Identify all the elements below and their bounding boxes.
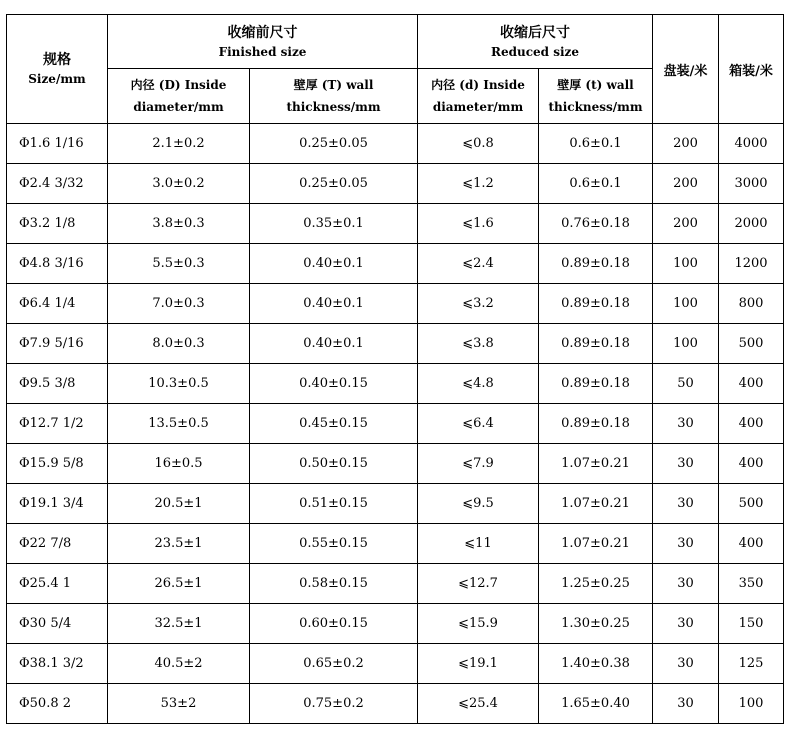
f-inside-line2: diameter/mm — [133, 100, 224, 114]
finished-inside-diameter-cell: 32.5±1 — [108, 604, 250, 644]
finished-inside-diameter-cell: 53±2 — [108, 684, 250, 724]
size-label-en: Size/mm — [28, 72, 86, 86]
reduced-inside-diameter-cell: ⩽0.8 — [418, 124, 539, 164]
finished-inside-diameter-cell: 3.8±0.3 — [108, 204, 250, 244]
per-reel-cell: 50 — [653, 364, 719, 404]
size-cell: Φ15.9 5/8 — [7, 444, 108, 484]
per-box-cell: 500 — [719, 324, 784, 364]
finished-wall-thickness-cell: 0.40±0.1 — [250, 244, 418, 284]
per-reel-cell: 100 — [653, 284, 719, 324]
size-cell: Φ30 5/4 — [7, 604, 108, 644]
per-reel-cell: 200 — [653, 164, 719, 204]
per-reel-cell: 30 — [653, 564, 719, 604]
reduced-label-en: Reduced size — [491, 44, 579, 59]
r-wall-line2: thickness/mm — [548, 100, 643, 114]
per-box-cell: 350 — [719, 564, 784, 604]
finished-inside-diameter-cell: 16±0.5 — [108, 444, 250, 484]
table-row — [7, 684, 784, 724]
reduced-size-header — [418, 15, 653, 69]
reduced-wall-thickness-cell: 1.40±0.38 — [539, 644, 653, 684]
reduced-inside-diameter-cell: ⩽4.8 — [418, 364, 539, 404]
reduced-wall-thickness-cell: 1.30±0.25 — [539, 604, 653, 644]
reduced-wall-thickness-cell: 0.89±0.18 — [539, 244, 653, 284]
per-reel-cell: 30 — [653, 444, 719, 484]
reduced-inside-diameter-cell: ⩽3.2 — [418, 284, 539, 324]
reduced-inside-diameter-cell: ⩽19.1 — [418, 644, 539, 684]
finished-inside-diameter-cell: 10.3±0.5 — [108, 364, 250, 404]
table-row — [7, 364, 784, 404]
per-reel-cell: 30 — [653, 404, 719, 444]
finished-wall-thickness-cell: 0.75±0.2 — [250, 684, 418, 724]
reduced-wall-thickness-cell: 1.25±0.25 — [539, 564, 653, 604]
f-wall-line2: thickness/mm — [286, 100, 381, 114]
finished-wall-thickness-cell: 0.40±0.1 — [250, 284, 418, 324]
size-cell: Φ1.6 1/16 — [7, 124, 108, 164]
table-row — [7, 644, 784, 684]
finished-wall-thickness-cell: 0.45±0.15 — [250, 404, 418, 444]
reduced-wall-thickness-cell: 0.89±0.18 — [539, 404, 653, 444]
reduced-inside-diameter-cell: ⩽25.4 — [418, 684, 539, 724]
size-header-cell — [7, 15, 108, 124]
per-reel-cell: 30 — [653, 524, 719, 564]
reduced-inside-diameter-cell: ⩽7.9 — [418, 444, 539, 484]
reduced-wall-thickness-cell: 1.07±0.21 — [539, 444, 653, 484]
per-reel-cell: 30 — [653, 604, 719, 644]
table-row — [7, 244, 784, 284]
reduced-inside-diameter-cell: ⩽11 — [418, 524, 539, 564]
per-box-cell: 400 — [719, 444, 784, 484]
size-cell: Φ12.7 1/2 — [7, 404, 108, 444]
reduced-wall-thickness-cell: 0.89±0.18 — [539, 324, 653, 364]
finished-wall-thickness-cell: 0.60±0.15 — [250, 604, 418, 644]
reduced-wall-thickness-cell: 0.89±0.18 — [539, 284, 653, 324]
table-row — [7, 204, 784, 244]
table-row — [7, 564, 784, 604]
reduced-inside-diameter-cell: ⩽9.5 — [418, 484, 539, 524]
per-box-cell: 4000 — [719, 124, 784, 164]
reduced-wall-thickness-cell: 1.07±0.21 — [539, 484, 653, 524]
finished-wall-thickness-cell: 0.40±0.15 — [250, 364, 418, 404]
size-cell: Φ50.8 2 — [7, 684, 108, 724]
r-inside-line2: diameter/mm — [432, 100, 524, 114]
per-reel-cell: 30 — [653, 644, 719, 684]
finished-wall-thickness-cell: 0.65±0.2 — [250, 644, 418, 684]
reduced-wall-thickness-cell: 1.07±0.21 — [539, 524, 653, 564]
reduced-wall-thickness-cell: 0.76±0.18 — [539, 204, 653, 244]
finished-wall-thickness-cell: 0.58±0.15 — [250, 564, 418, 604]
reduced-wall-thickness-cell: 0.6±0.1 — [539, 124, 653, 164]
finished-wall-thickness-cell: 0.25±0.05 — [250, 164, 418, 204]
reduced-inside-diameter-header — [418, 69, 539, 124]
size-cell: Φ38.1 3/2 — [7, 644, 108, 684]
reduced-inside-diameter-cell: ⩽3.8 — [418, 324, 539, 364]
table-row — [7, 284, 784, 324]
table-row — [7, 444, 784, 484]
size-cell: Φ22 7/8 — [7, 524, 108, 564]
size-cell: Φ7.9 5/16 — [7, 324, 108, 364]
per-reel-header: 盘装/米 — [653, 15, 719, 124]
finished-wall-thickness-cell: 0.40±0.1 — [250, 324, 418, 364]
f-inside-line1: 内径 (D) Inside — [130, 78, 227, 92]
reduced-wall-thickness-cell: 1.65±0.40 — [539, 684, 653, 724]
size-cell: Φ3.2 1/8 — [7, 204, 108, 244]
per-reel-cell: 30 — [653, 684, 719, 724]
header-row-1 — [7, 15, 784, 69]
reduced-wall-thickness-header — [539, 69, 653, 124]
reduced-label-cn: 收缩后尺寸 — [500, 24, 570, 41]
per-box-cell: 100 — [719, 684, 784, 724]
reduced-inside-diameter-cell: ⩽2.4 — [418, 244, 539, 284]
per-box-cell: 500 — [719, 484, 784, 524]
reduced-inside-diameter-cell: ⩽15.9 — [418, 604, 539, 644]
finished-inside-diameter-cell: 3.0±0.2 — [108, 164, 250, 204]
per-box-cell: 3000 — [719, 164, 784, 204]
f-wall-line1: 壁厚 (T) wall — [293, 78, 374, 92]
finished-wall-thickness-header — [250, 69, 418, 124]
per-box-cell: 150 — [719, 604, 784, 644]
reduced-inside-diameter-cell: ⩽12.7 — [418, 564, 539, 604]
size-cell: Φ6.4 1/4 — [7, 284, 108, 324]
finished-inside-diameter-cell: 7.0±0.3 — [108, 284, 250, 324]
reduced-inside-diameter-cell: ⩽1.2 — [418, 164, 539, 204]
per-box-header: 箱装/米 — [719, 15, 784, 124]
table-body — [7, 124, 784, 724]
per-box-cell: 800 — [719, 284, 784, 324]
finished-inside-diameter-cell: 8.0±0.3 — [108, 324, 250, 364]
per-reel-cell: 200 — [653, 204, 719, 244]
reduced-wall-thickness-cell: 0.89±0.18 — [539, 364, 653, 404]
finished-inside-diameter-cell: 20.5±1 — [108, 484, 250, 524]
finished-inside-diameter-cell: 23.5±1 — [108, 524, 250, 564]
reduced-wall-thickness-cell: 0.6±0.1 — [539, 164, 653, 204]
size-cell: Φ4.8 3/16 — [7, 244, 108, 284]
table-row — [7, 484, 784, 524]
size-cell: Φ9.5 3/8 — [7, 364, 108, 404]
table-row — [7, 604, 784, 644]
per-reel-cell: 200 — [653, 124, 719, 164]
r-inside-line1: 内径 (d) Inside — [431, 78, 525, 92]
finished-inside-diameter-cell: 26.5±1 — [108, 564, 250, 604]
finished-label-en: Finished size — [218, 44, 307, 59]
finished-inside-diameter-header — [108, 69, 250, 124]
table-row — [7, 324, 784, 364]
finished-label-cn: 收缩前尺寸 — [227, 24, 298, 41]
per-box-cell: 2000 — [719, 204, 784, 244]
per-box-cell: 125 — [719, 644, 784, 684]
size-label-cn: 规格 — [43, 52, 71, 68]
per-reel-cell: 100 — [653, 324, 719, 364]
table-row — [7, 164, 784, 204]
per-box-cell: 400 — [719, 404, 784, 444]
finished-size-header — [108, 15, 418, 69]
table-row — [7, 124, 784, 164]
per-reel-cell: 30 — [653, 484, 719, 524]
size-cell: Φ25.4 1 — [7, 564, 108, 604]
finished-inside-diameter-cell: 5.5±0.3 — [108, 244, 250, 284]
per-box-cell: 400 — [719, 524, 784, 564]
table-row — [7, 524, 784, 564]
reduced-inside-diameter-cell: ⩽6.4 — [418, 404, 539, 444]
finished-wall-thickness-cell: 0.51±0.15 — [250, 484, 418, 524]
finished-inside-diameter-cell: 13.5±0.5 — [108, 404, 250, 444]
reduced-inside-diameter-cell: ⩽1.6 — [418, 204, 539, 244]
per-box-cell: 1200 — [719, 244, 784, 284]
finished-inside-diameter-cell: 2.1±0.2 — [108, 124, 250, 164]
finished-wall-thickness-cell: 0.55±0.15 — [250, 524, 418, 564]
size-cell: Φ19.1 3/4 — [7, 484, 108, 524]
per-box-cell: 400 — [719, 364, 784, 404]
finished-wall-thickness-cell: 0.25±0.05 — [250, 124, 418, 164]
spec-table — [6, 14, 784, 724]
finished-wall-thickness-cell: 0.35±0.1 — [250, 204, 418, 244]
finished-wall-thickness-cell: 0.50±0.15 — [250, 444, 418, 484]
per-reel-cell: 100 — [653, 244, 719, 284]
table-row — [7, 404, 784, 444]
r-wall-line1: 壁厚 (t) wall — [557, 78, 634, 92]
finished-inside-diameter-cell: 40.5±2 — [108, 644, 250, 684]
size-cell: Φ2.4 3/32 — [7, 164, 108, 204]
